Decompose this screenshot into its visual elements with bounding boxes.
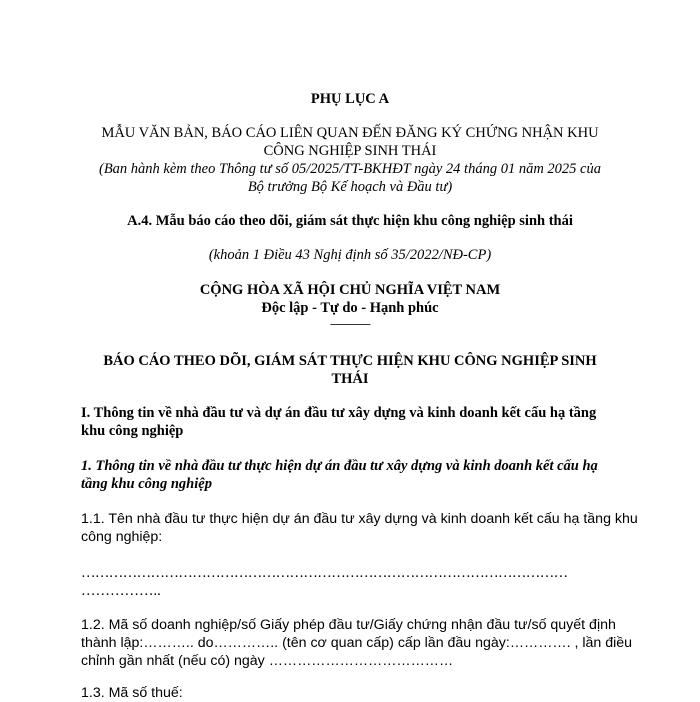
subsection-1-heading-line-2: tầng khu công nghiệp: [81, 476, 212, 492]
item-1-1-fill-line-2: ……………..: [81, 583, 161, 599]
item-1-1-line-1: 1.1. Tên nhà đầu tư thực hiện dự án đầu tư xây dựng và kinh doanh kết cấu hạ tầng khu: [81, 511, 638, 527]
report-title-line-1: BÁO CÁO THEO DÕI, GIÁM SÁT THỰC HIỆN KHU CÔNG NGHIỆP SINH: [103, 353, 597, 369]
issued-note-line-2: Bộ trưởng Bộ Kế hoạch và Đầu tư): [247, 179, 453, 195]
section-1-heading-line-1: I. Thông tin về nhà đầu tư và dự án đầu tư xây dựng và kinh doanh kết cấu hạ tầng: [81, 405, 597, 421]
heading-line-2: CÔNG NGHIỆP SINH THÁI: [263, 143, 437, 159]
item-1-3: 1.3. Mã số thuế:: [81, 685, 183, 701]
form-title: A.4. Mẫu báo cáo theo dõi, giám sát thực hiện khu công nghiệp sinh thái: [127, 213, 573, 229]
country-name: CỘNG HÒA XÃ HỘI CHỦ NGHĨA VIỆT NAM: [199, 282, 501, 298]
report-title-line-2: THÁI: [331, 371, 369, 387]
subsection-1-heading-line-1: 1. Thông tin về nhà đầu tư thực hiện dự án đầu tư xây dựng và kinh doanh kết cấu hạ: [81, 458, 598, 474]
legal-reference: (khoản 1 Điều 43 Nghị định số 35/2022/NĐ-CP): [208, 247, 492, 263]
item-1-2-line-1: 1.2. Mã số doanh nghiệp/số Giấy phép đầu tư/Giấy chứng nhận đầu tư/số quyết định: [81, 617, 616, 633]
issued-note-line-1: (Ban hành kèm theo Thông tư số 05/2025/TT-BKHĐT ngày 24 tháng 01 năm 2025 của: [99, 161, 601, 177]
item-1-1-fill-line-1: ……………………………………………………………………………………………: [81, 565, 568, 581]
item-1-2-line-2: thành lập:……….. do………….. (tên cơ quan cấp) cấp lần đầu ngày:…………. , lần điều: [81, 635, 633, 651]
item-1-2-line-3: chỉnh gần nhất (nếu có) ngày …………………………………: [81, 653, 454, 669]
section-1-heading-line-2: khu công nghiệp: [81, 423, 184, 439]
motto-rule: ---------------: [330, 318, 370, 330]
item-1-1-line-2: công nghiệp:: [81, 529, 163, 545]
heading-line-1: MẪU VĂN BẢN, BÁO CÁO LIÊN QUAN ĐẾN ĐĂNG KÝ CHỨNG NHẬN KHU: [101, 125, 599, 141]
national-motto: Độc lập - Tự do - Hạnh phúc: [261, 300, 439, 316]
appendix-title: PHỤ LỤC A: [310, 91, 390, 107]
